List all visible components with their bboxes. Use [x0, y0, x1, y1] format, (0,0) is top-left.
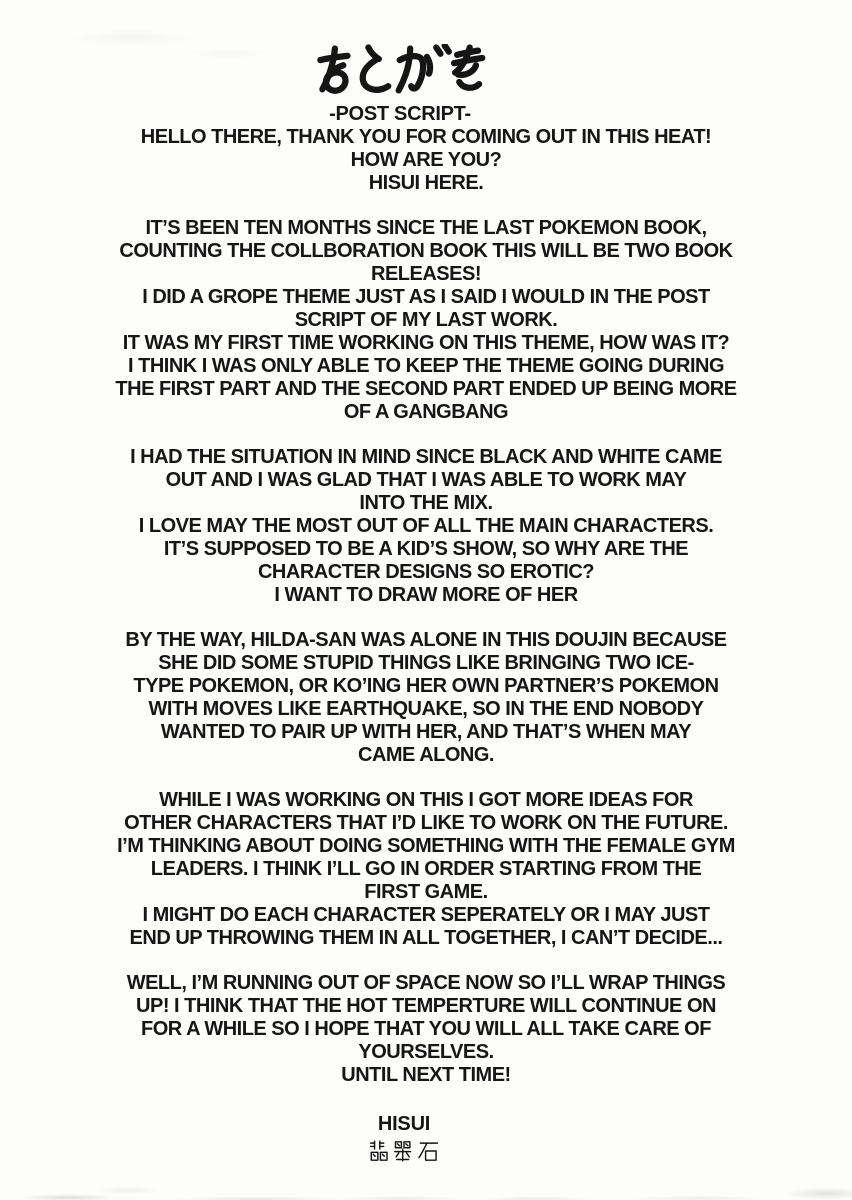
afterword-text-block — [26, 0, 826, 1163]
paragraph-gap — [26, 607, 826, 629]
text-line: WHILE I WAS WORKING ON THIS I GOT MORE IDEAS FOR — [159, 789, 693, 811]
text-line: CAME ALONG. — [358, 744, 494, 766]
japanese-title-glyphs — [313, 44, 488, 97]
text-line: I WANT TO DRAW MORE OF HER — [274, 584, 578, 606]
text-line: RELEASES! — [371, 263, 481, 285]
japanese-title-atogaki — [0, 44, 800, 97]
paragraph-gap — [26, 767, 826, 789]
paragraph-gap — [26, 424, 826, 446]
text-line: CHARACTER DESIGNS SO EROTIC? — [257, 561, 595, 583]
text-line: WELL, I’M RUNNING OUT OF SPACE NOW SO I’LL WRAP THINGS — [126, 972, 726, 994]
text-line: I HAD THE SITUATION IN MIND SINCE BLACK AND WHITE CAME — [130, 446, 722, 468]
paragraph-wrap-up — [26, 972, 826, 1087]
signature-block — [4, 1113, 804, 1163]
paragraph-future-ideas — [26, 789, 826, 950]
text-line: LEADERS. I THINK I’LL GO IN ORDER STARTING FROM THE — [150, 858, 702, 880]
scan-smudge-bottom — [0, 1184, 852, 1200]
text-line: FOR A WHILE SO I HOPE THAT YOU WILL ALL TAKE CARE OF — [141, 1018, 711, 1040]
text-line: I THINK I WAS ONLY ABLE TO KEEP THE THEME GOING DURING — [127, 355, 725, 377]
paragraph-greeting — [26, 126, 826, 195]
text-line: OF A GANGBANG — [343, 401, 509, 423]
text-line: TYPE POKEMON, OR KO’ING HER OWN PARTNER’S POKEMON — [133, 675, 719, 697]
paragraph-gap — [26, 195, 826, 217]
text-line: I’M THINKING ABOUT DOING SOMETHING WITH THE FEMALE GYM — [117, 835, 735, 857]
text-line: IT’S SUPPOSED TO BE A KID’S SHOW, SO WHY ARE THE — [163, 538, 689, 560]
text-line: UP! I THINK THAT THE HOT TEMPERTURE WILL CONTINUE ON — [136, 995, 716, 1017]
text-line: THE FIRST PART AND THE SECOND PART ENDED UP BEING MORE — [115, 378, 737, 400]
text-line: END UP THROWING THEM IN ALL TOGETHER, I CAN’T DECIDE... — [129, 927, 723, 949]
text-line: COUNTING THE COLLBORATION BOOK THIS WILL BE TWO BOOK — [119, 240, 733, 262]
text-line: SCRIPT OF MY LAST WORK. — [294, 309, 558, 331]
author-name: HISUI — [377, 1113, 431, 1135]
paragraph-gap — [26, 950, 826, 972]
text-line: IT’S BEEN TEN MONTHS SINCE THE LAST POKEMON BOOK, — [145, 217, 707, 239]
text-line: HELLO THERE, THANK YOU FOR COMING OUT IN THIS HEAT! — [140, 126, 712, 148]
author-name-japanese — [4, 1139, 804, 1163]
text-line: SHE DID SOME STUPID THINGS LIKE BRINGING TWO ICE- — [158, 652, 694, 674]
paragraph-black-and-white-may — [26, 446, 826, 607]
text-line: UNTIL NEXT TIME! — [341, 1064, 511, 1086]
text-line: I LOVE MAY THE MOST OUT OF ALL THE MAIN CHARACTERS. — [138, 515, 714, 537]
text-line: WANTED TO PAIR UP WITH HER, AND THAT’S WHEN MAY — [160, 721, 692, 743]
post-script-subtitle: -POST SCRIPT- — [329, 103, 471, 125]
text-line: INTO THE MIX. — [359, 492, 493, 514]
text-line: BY THE WAY, HILDA-SAN WAS ALONE IN THIS DOUJIN BECAUSE — [125, 629, 727, 651]
japanese-signature-glyphs — [368, 1139, 440, 1163]
text-line: YOURSELVES. — [358, 1041, 494, 1063]
text-line: HISUI HERE. — [368, 172, 484, 194]
paragraph-hilda — [26, 629, 826, 767]
text-line: FIRST GAME. — [364, 881, 488, 903]
text-line: I DID A GROPE THEME JUST AS I SAID I WOULD IN THE POST — [142, 286, 710, 308]
afterword-header — [0, 44, 800, 126]
paragraph-book-releases — [26, 217, 826, 424]
text-line: OUT AND I WAS GLAD THAT I WAS ABLE TO WORK MAY — [165, 469, 687, 491]
text-line: IT WAS MY FIRST TIME WORKING ON THIS THEME, HOW WAS IT? — [122, 332, 730, 354]
text-line: I MIGHT DO EACH CHARACTER SEPERATELY OR I MAY JUST — [142, 904, 710, 926]
text-line: WITH MOVES LIKE EARTHQUAKE, SO IN THE END NOBODY — [148, 698, 704, 720]
text-line: OTHER CHARACTERS THAT I’D LIKE TO WORK ON THE FUTURE. — [124, 812, 728, 834]
text-line: HOW ARE YOU? — [350, 149, 502, 171]
